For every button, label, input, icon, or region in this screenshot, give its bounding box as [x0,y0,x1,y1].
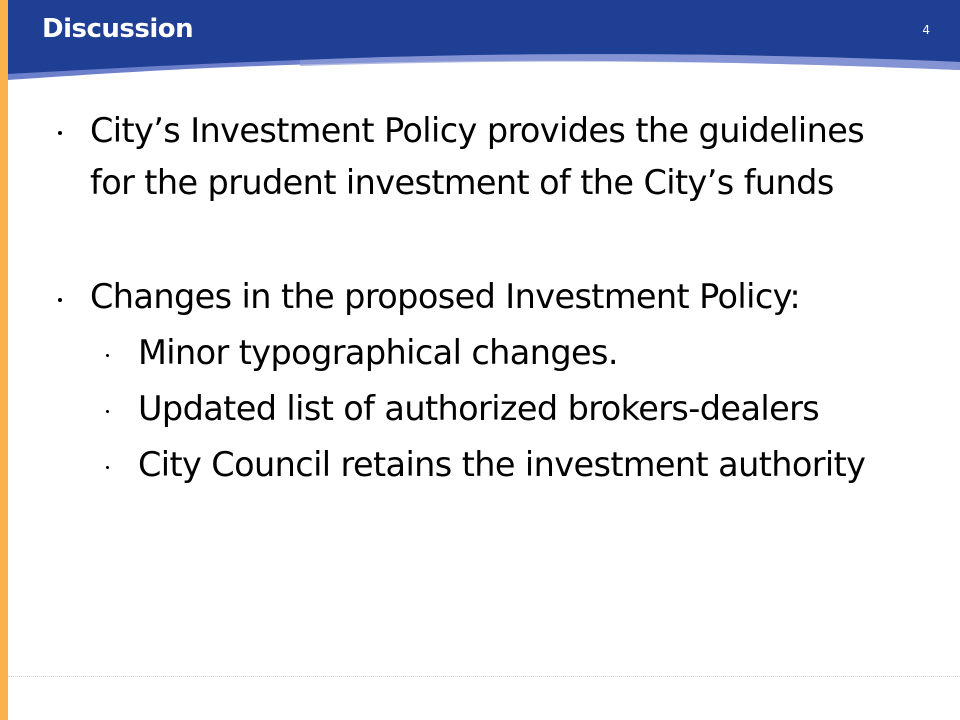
slide-number: 4 [922,23,930,37]
bullet-marker [58,131,62,135]
footer-divider [8,676,960,677]
sub-bullet-marker [106,466,109,469]
bullet-text-line: City’s Investment Policy provides the guidelines [90,111,865,150]
sub-bullet-text: Updated list of authorized brokers-dealers [138,389,820,428]
sub-bullet-text: Minor typographical changes. [138,333,618,372]
page-title: Discussion [42,14,194,44]
bullet-marker [58,298,62,302]
sub-bullet-marker [106,410,109,413]
sub-bullet-text: City Council retains the investment authority [138,445,866,484]
sub-bullet-marker [106,354,109,357]
bullet-text-line: Changes in the proposed Investment Policy: [90,277,801,316]
bullet-text-line: for the prudent investment of the City’s funds [90,163,834,202]
